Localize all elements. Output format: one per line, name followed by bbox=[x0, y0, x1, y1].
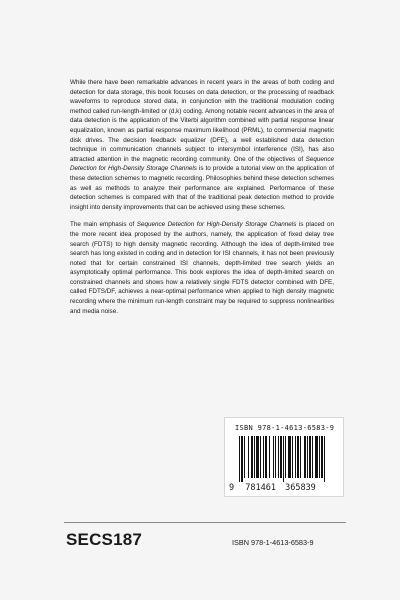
barcode-bar bbox=[288, 436, 291, 478]
barcode-bar bbox=[280, 436, 282, 478]
barcode-bar bbox=[275, 436, 276, 478]
barcode-bar bbox=[283, 436, 284, 482]
barcode-bar bbox=[244, 436, 245, 478]
barcode-bar bbox=[300, 436, 301, 478]
barcode-bar bbox=[312, 436, 313, 478]
barcode-bar bbox=[297, 436, 299, 478]
barcode-bar bbox=[307, 436, 308, 478]
barcode-digit-lead: 9 bbox=[229, 483, 235, 493]
barcode-bar bbox=[292, 436, 293, 478]
barcode-bars bbox=[239, 436, 331, 482]
isbn-barcode bbox=[224, 417, 344, 497]
barcode-digits bbox=[229, 483, 339, 493]
blurb-paragraph-1-text-b: is to provide a tutorial view on the application of these detection schemes to magnetic recording. Philosophies behind these detection schemes as well as methods to analyze their performance are explained. Performance of these detection schemes is compared with that of the traditional peak detection method to provide insight into density improvements that can be achieved using these schemes. bbox=[70, 165, 335, 211]
barcode-bar bbox=[295, 436, 296, 478]
back-cover-blurb bbox=[70, 78, 334, 316]
barcode-bar bbox=[304, 436, 306, 478]
barcode-isbn-label: ISBN 978-1-4613-6583-9 bbox=[235, 424, 335, 432]
barcode-bar bbox=[321, 436, 323, 478]
barcode-bar bbox=[319, 436, 320, 478]
barcode-digits-left: 781461 bbox=[245, 483, 276, 493]
barcode-bar bbox=[251, 436, 253, 478]
footer-isbn: ISBN 978-1-4613-6583-9 bbox=[232, 538, 314, 547]
barcode-bar bbox=[315, 436, 318, 478]
barcode-bar bbox=[256, 436, 259, 478]
barcode-digits-right: 365839 bbox=[285, 483, 316, 493]
barcode-bar bbox=[265, 436, 267, 478]
book-title-italic: Sequence Detection for High-Density Storage Channels bbox=[70, 155, 334, 173]
blurb-paragraph-1-text-a: While there have been remarkable advances in recent years in the areas of both coding and detection for data storage, this book focuses on data detection, or the processing of readback waveforms to reproduce stored data, in conjunction with the traditional modulation coding method called run-length-limited or (d,k) coding. Among notable recent advances in the area of data detection is the application of the Viterbi algorithm combined with partial response linear equalization, known as partial response maximum likelihood (PRML), to commercial magnetic disk drives. The decision feedback equalizer (DFE), a well established data detection technique in communication channels subject to intersymbol interference (ISI), has also attracted attention in the magnetic recording community. One of the objectives of bbox=[70, 79, 334, 163]
series-code: SECS187 bbox=[66, 530, 143, 549]
barcode-bar bbox=[248, 436, 249, 478]
barcode-bar bbox=[254, 436, 255, 478]
barcode-bar bbox=[269, 436, 270, 478]
barcode-bar bbox=[324, 436, 325, 482]
blurb-paragraph-2-text-a: The main emphasis of bbox=[70, 221, 137, 229]
barcode-bar bbox=[285, 436, 286, 478]
blurb-paragraph-2-text-b: is placed on the more recent idea proposed by the authors, namely, the application of fixed delay tree search (FDTS) to high density magnetic recording. Although the idea of depth-limited tree search has long existed in coding and in detection for ISI channels, it has not been previously noted that for certain constrained ISI channels, depth-limited tree search yields an asymptotically optimal performance. This book explores the idea of depth-limited search on constrained channels and shows how a relatively single FDTS detector combined with DFE, called FDTS/DF, achieves a near-optimal performance when applied to high density magnetic recording where the minimum run-length constraint may be required to suppress nonlinearities and media noise. bbox=[70, 221, 335, 315]
barcode-bar bbox=[273, 436, 274, 478]
barcode-bar bbox=[260, 436, 261, 478]
barcode-bar bbox=[309, 436, 311, 478]
book-title-italic: Sequence Detection for High-Density Storage Channels bbox=[136, 221, 297, 229]
footer-divider bbox=[64, 522, 346, 523]
barcode-bar bbox=[263, 436, 264, 478]
barcode-bar bbox=[241, 436, 243, 482]
blurb-paragraph-1 bbox=[70, 78, 334, 212]
barcode-bar bbox=[278, 436, 279, 478]
barcode-bar bbox=[239, 436, 240, 482]
blurb-paragraph-2 bbox=[70, 220, 334, 316]
